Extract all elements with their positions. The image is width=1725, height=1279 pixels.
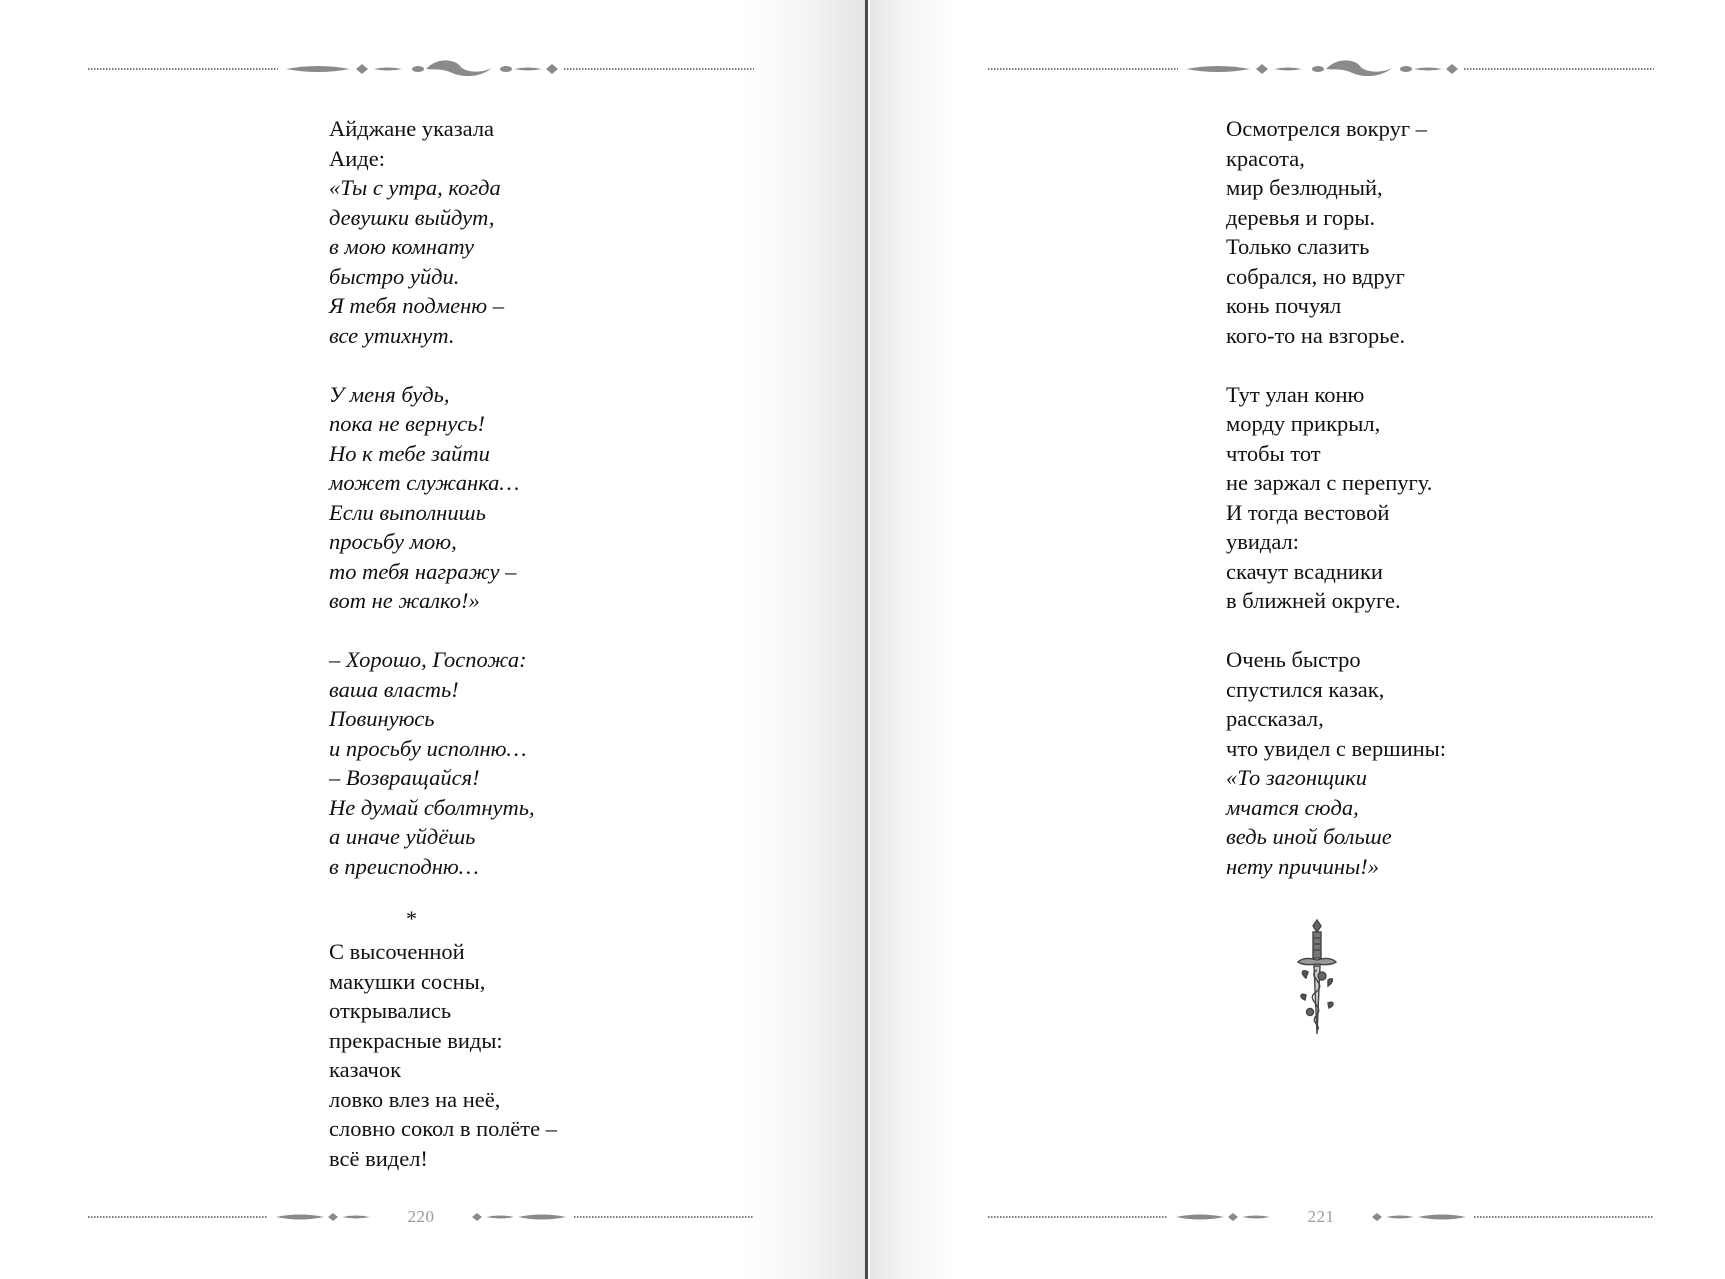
poem-line: «Ты с утра, когда: [329, 175, 501, 200]
poem-line: девушки выйдут,: [329, 204, 495, 230]
poem-line: в мою комнату: [329, 234, 474, 259]
poem-line: Осмотрелся вокруг –: [1226, 116, 1427, 141]
poem-line: Я тебя подменю –: [329, 293, 505, 318]
poem-line: Тут улан коню: [1226, 381, 1365, 407]
section-separator: *: [406, 906, 417, 931]
poem-line: рассказал,: [1226, 706, 1324, 731]
poem-line: а иначе уйдёшь: [329, 824, 476, 849]
poem-line: Не думай сболтнуть,: [329, 794, 535, 820]
right-page-number: 221: [1307, 1207, 1335, 1226]
poem-line: мчатся сюда,: [1226, 794, 1359, 820]
book-spine: [865, 0, 868, 1279]
poem-line: конь почуял: [1226, 293, 1342, 318]
poem-line: спустился казак,: [1226, 676, 1385, 702]
right-header-ornament: [988, 58, 1654, 80]
poem-line: и просьбу исполню…: [329, 735, 527, 761]
poem-line: «То загонщики: [1226, 765, 1368, 790]
poem-line: не заржал с перепугу.: [1226, 470, 1433, 495]
left-poem-continuation: [329, 937, 557, 1173]
poem-line: красота,: [1226, 145, 1305, 171]
poem-line: вот не жалко!»: [329, 588, 480, 613]
poem-line: С высоченной: [329, 939, 465, 964]
left-page-number: 220: [407, 1207, 435, 1226]
poem-line: просьбу мою,: [329, 529, 457, 554]
poem-line: может служанка…: [329, 470, 520, 495]
poem-line: кого-то на взгорье.: [1226, 322, 1406, 348]
poem-line: И тогда вестовой: [1226, 499, 1390, 525]
right-poem-text: [1226, 114, 1446, 881]
poem-line: У меня будь,: [329, 381, 450, 407]
poem-line: собрался, но вдруг: [1226, 263, 1405, 289]
poem-line: ваша власть!: [329, 676, 459, 702]
stanza-gap: [1226, 616, 1446, 646]
poem-line: морду прикрыл,: [1226, 411, 1381, 436]
poem-line: быстро уйди.: [329, 263, 460, 289]
poem-line: – Хорошо, Госпожа:: [329, 647, 527, 672]
dagger-rose-icon: [1292, 918, 1342, 1041]
flourish-divider-icon: [88, 58, 754, 80]
poem-line: Очень быстро: [1226, 647, 1361, 672]
stanza-gap: [1226, 350, 1446, 380]
poem-line: увидал:: [1226, 529, 1300, 554]
left-poem-text: [329, 114, 535, 881]
poem-line: в ближней округе.: [1226, 588, 1401, 613]
poem-line: скачут всадники: [1226, 558, 1383, 584]
stanza-gap: [329, 350, 535, 380]
poem-line: Повинуюсь: [329, 706, 435, 731]
poem-line: то тебя награжу –: [329, 558, 517, 584]
poem-line: чтобы тот: [1226, 440, 1321, 466]
poem-line: словно сокол в полёте –: [329, 1116, 557, 1141]
poem-line: деревья и горы.: [1226, 204, 1376, 230]
flourish-divider-icon: [988, 58, 1654, 80]
poem-line: в преисподню…: [329, 853, 479, 879]
poem-line: прекрасные виды:: [329, 1027, 503, 1053]
poem-line: ловко влез на неё,: [329, 1086, 501, 1112]
stanza-gap: [329, 616, 535, 646]
poem-line: Но к тебе зайти: [329, 440, 490, 466]
poem-line: макушки сосны,: [329, 968, 486, 994]
poem-line: ведь иной больше: [1226, 824, 1392, 849]
poem-line: все утихнут.: [329, 322, 455, 348]
poem-line: что увидел с вершины:: [1226, 735, 1447, 761]
poem-line: нету причины!»: [1226, 853, 1380, 879]
poem-line: мир безлюдный,: [1226, 175, 1383, 200]
poem-line: Аиде:: [329, 145, 385, 171]
poem-line: открывались: [329, 998, 452, 1023]
poem-line: всё видел!: [329, 1145, 428, 1171]
poem-line: пока не вернусь!: [329, 411, 485, 436]
poem-line: Айджане указала: [329, 116, 495, 141]
poem-line: Только слазить: [1226, 234, 1370, 259]
left-header-ornament: [88, 58, 754, 80]
poem-line: Если выполнишь: [329, 499, 486, 525]
poem-line: – Возвращайся!: [329, 765, 480, 790]
poem-line: казачок: [329, 1057, 402, 1082]
